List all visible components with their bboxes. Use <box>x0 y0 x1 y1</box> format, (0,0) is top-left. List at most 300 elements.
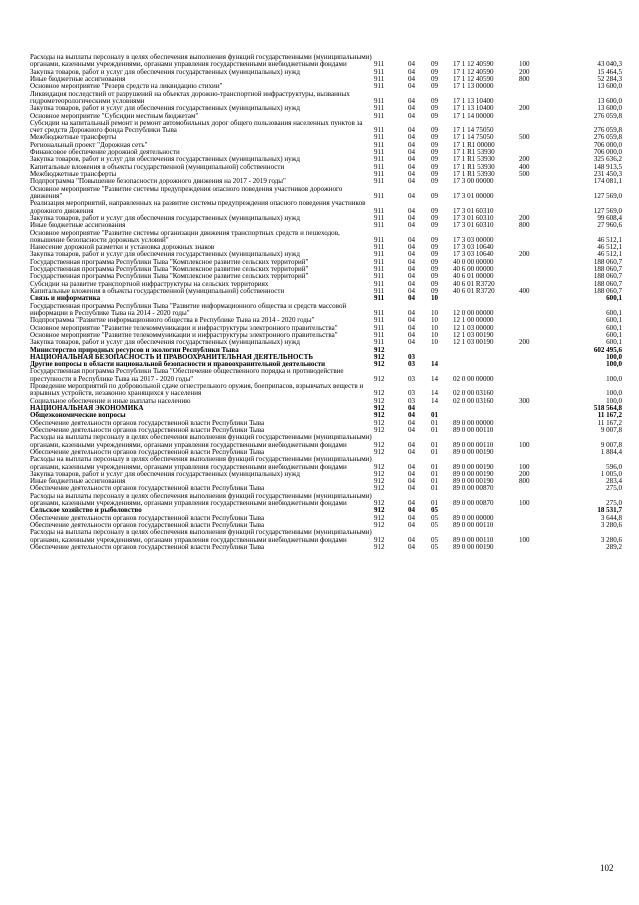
amount: 148 913,5 <box>593 163 622 171</box>
section-code: 04 <box>408 178 416 186</box>
subsection-code: 09 <box>431 273 439 281</box>
amount: 1 005,0 <box>600 470 622 478</box>
subsection-code: 05 <box>431 507 439 515</box>
amount: 188 060,7 <box>593 266 622 274</box>
ministry-code: 911 <box>374 141 385 149</box>
section-code: 04 <box>408 75 416 83</box>
row-name: Социальное обеспечение и иные выплаты населению <box>30 396 191 405</box>
subsection-code: 09 <box>431 60 439 69</box>
subsection-code: 10 <box>431 317 439 325</box>
expense-type-code: 200 <box>519 470 530 478</box>
subsection-code: 10 <box>431 339 439 347</box>
section-code: 04 <box>408 448 416 456</box>
target-article-code: 17 1 R1 53930 <box>453 149 495 157</box>
section-code: 03 <box>408 353 416 361</box>
subsection-code: 10 <box>431 324 439 332</box>
target-article-code: 12 1 03 00190 <box>453 331 494 339</box>
ministry-code: 911 <box>374 105 385 113</box>
table-row <box>30 186 622 201</box>
amount: 188 060,7 <box>593 258 622 266</box>
row-name: Основное мероприятие "Развитие телекоммуникации и инфраструктуры электронного правительства" <box>30 330 338 339</box>
ministry-code: 911 <box>374 273 385 281</box>
ministry-code: 912 <box>374 412 385 420</box>
expense-type-code <box>519 485 551 492</box>
subsection-code: 09 <box>431 214 439 222</box>
subsection-code: 09 <box>431 141 439 149</box>
ministry-code: 911 <box>374 317 385 325</box>
target-article-code: 17 1 12 40590 <box>453 68 494 76</box>
amount: 231 450,3 <box>593 171 622 178</box>
row-name: Расходы на выплаты персоналу в целях обеспечения выполнения функций государственными (муниципальными) органами, казенными учреждениями, органами управления государственными внебюджетными фондами <box>30 53 372 69</box>
subsection-code: 01 <box>431 462 439 471</box>
target-article-code: 89 0 00 00870 <box>453 485 494 493</box>
row-name: Субсидии на капитальный ремонт и ремонт автомобильных дорог общего пользования населенных пунктов за счет средств Дорожного фонда Республики Тыва <box>30 118 363 135</box>
subsection-code: 09 <box>431 191 439 200</box>
section-code: 04 <box>408 412 416 420</box>
target-article-code: 40 6 01 R3720 <box>453 288 495 295</box>
expense-type-code: 100 <box>519 462 530 471</box>
ministry-code: 912 <box>374 426 385 434</box>
expense-type-code: 400 <box>519 288 530 295</box>
ministry-code: 912 <box>374 485 385 493</box>
row-name: Другие вопросы в области национальной безопасности и правоохранительной деятельности <box>30 360 326 369</box>
target-article-code: 17 3 00 00000 <box>453 178 494 186</box>
row-name: Основное мероприятие "Развитие системы организации движения транспортных средств и пешеходов, повышение безопасности дорожных условий" <box>30 228 340 244</box>
row-name: НАЦИОНАЛЬНАЯ ЭКОНОМИКА <box>30 404 144 412</box>
row-name: Закупка товаров, работ и услуг для обеспечения государственных (муниципальных) нужд <box>30 104 300 113</box>
target-article-code: 12 1 03 00190 <box>453 339 494 347</box>
expense-type-code <box>519 273 551 280</box>
amount: 276 059,8 <box>593 134 622 142</box>
ministry-code: 912 <box>374 440 385 449</box>
subsection-code: 05 <box>431 543 439 551</box>
expense-type-code: 500 <box>519 134 530 142</box>
table-row <box>30 164 622 171</box>
row-name: Связь и информатика <box>30 294 101 303</box>
expense-type-code <box>519 120 551 135</box>
target-article-code: 89 0 00 00110 <box>453 440 494 449</box>
subsection-code: 01 <box>431 499 439 508</box>
section-code: 04 <box>408 251 416 259</box>
amount: 99 608,4 <box>597 214 622 222</box>
subsection-code: 01 <box>431 440 439 449</box>
expense-type-code <box>519 405 551 412</box>
section-code: 04 <box>408 295 416 303</box>
table-row <box>30 529 622 544</box>
row-name: Государственная программа Республики Тыва "Обеспечение общественного порядка и противодействие преступности в Республике Тыва на 2017 - 2020 годы" <box>30 367 344 383</box>
ministry-code: 911 <box>374 112 385 120</box>
subsection-code: 09 <box>431 163 439 171</box>
section-code: 04 <box>408 156 416 164</box>
target-article-code: 17 3 01 00000 <box>453 191 494 200</box>
subsection-code: 01 <box>431 485 439 493</box>
subsection-code: 01 <box>431 419 439 427</box>
row-name: Финансовое обеспечение дорожной деятельности <box>30 148 180 157</box>
subsection-code: 14 <box>431 397 439 405</box>
subsection-code: 09 <box>431 288 439 295</box>
row-name: Закупка товаров, работ и услуг для обеспечения государственных (муниципальных) нужд <box>30 469 300 478</box>
section-code: 04 <box>408 288 416 295</box>
ministry-code: 911 <box>374 83 385 91</box>
section-code: 03 <box>408 389 416 398</box>
section-code: 04 <box>408 273 416 281</box>
row-name: Государственная программа Республики Тыва "Развитие информационного общества и средств массовой информации в Республике Тыва на 2014 - 2020 годы" <box>30 301 347 317</box>
amount: 706 000,0 <box>593 149 622 157</box>
row-name: Государственная программа Республики Тыва "Комплексное развитие сельских территорий" <box>30 272 309 281</box>
expense-type-code <box>519 361 551 368</box>
ministry-code: 911 <box>374 222 385 230</box>
ministry-code: 911 <box>374 126 385 135</box>
target-article-code: 17 1 R1 53930 <box>453 163 495 171</box>
subsection-code: 01 <box>431 470 439 478</box>
expense-type-code <box>519 368 551 383</box>
target-article-code <box>453 412 519 419</box>
amount: 100,0 <box>606 353 622 361</box>
expense-type-code: 800 <box>519 478 530 486</box>
target-article-code: 89 0 00 00190 <box>453 470 494 478</box>
section-code: 04 <box>408 96 416 105</box>
row-name: Сельское хозяйство и рыболовство <box>30 506 142 515</box>
ministry-code: 911 <box>374 214 385 222</box>
section-code: 03 <box>408 361 416 369</box>
section-code: 04 <box>408 440 416 449</box>
section-code: 04 <box>408 235 416 244</box>
expense-type-code <box>519 427 551 434</box>
section-code: 04 <box>408 149 416 157</box>
target-article-code: 89 0 00 00870 <box>453 499 494 508</box>
ministry-code: 912 <box>374 419 385 427</box>
target-article-code: 89 0 00 00190 <box>453 448 494 456</box>
ministry-code: 911 <box>374 331 385 339</box>
ministry-code: 911 <box>374 244 385 252</box>
subsection-code: 09 <box>431 149 439 157</box>
target-article-code: 17 1 13 10400 <box>453 96 494 105</box>
section-code: 04 <box>408 543 416 551</box>
row-name: Обеспечение деятельности органов государственной власти Республики Тыва <box>30 418 265 427</box>
subsection-code: 09 <box>431 206 439 215</box>
target-article-code <box>453 354 519 361</box>
ministry-code: 911 <box>374 149 385 157</box>
subsection-code <box>431 405 453 412</box>
target-article-code: 02 0 00 03160 <box>453 389 494 398</box>
ministry-code: 911 <box>374 288 385 295</box>
target-article-code: 17 1 14 75050 <box>453 134 494 142</box>
row-name: НАЦИОНАЛЬНАЯ БЕЗОПАСНОСТЬ И ПРАВООХРАНИТЕЛЬНАЯ ДЕЯТЕЛЬНОСТЬ <box>30 352 313 361</box>
subsection-code <box>431 347 453 354</box>
ministry-code: 912 <box>374 374 385 383</box>
section-code: 04 <box>408 405 416 412</box>
budget-document <box>30 54 622 551</box>
amount: 13 600,0 <box>597 83 622 91</box>
expense-type-code: 200 <box>519 105 530 113</box>
expense-type-code: 100 <box>519 440 530 449</box>
subsection-code: 09 <box>431 280 439 288</box>
expense-type-code <box>519 244 551 251</box>
target-article-code: 17 1 R1 53930 <box>453 171 495 178</box>
subsection-code: 14 <box>431 361 439 369</box>
table-row <box>30 383 622 398</box>
row-name: Государственная программа Республики Тыва "Комплексное развитие сельских территорий" <box>30 265 309 274</box>
section-code: 04 <box>408 83 416 91</box>
expense-type-code: 300 <box>519 397 530 405</box>
target-article-code: 12 1 00 00000 <box>453 317 494 325</box>
target-article-code: 17 1 R1 53930 <box>453 156 495 164</box>
ministry-code: 912 <box>374 389 385 398</box>
amount: 600,1 <box>606 308 622 317</box>
section-code: 04 <box>408 535 416 544</box>
amount: 46 512,1 <box>597 244 622 252</box>
target-article-code: 17 1 12 40590 <box>453 75 494 83</box>
ministry-code: 911 <box>374 339 385 347</box>
expense-type-code: 400 <box>519 163 530 171</box>
expense-type-code: 100 <box>519 499 530 508</box>
subsection-code: 10 <box>431 308 439 317</box>
ministry-code: 911 <box>374 75 385 83</box>
amount: 27 960,6 <box>597 222 622 230</box>
amount: 276 059,8 <box>593 126 622 135</box>
ministry-code: 912 <box>374 346 385 354</box>
target-article-code: 17 3 03 10640 <box>453 251 494 259</box>
amount: 600,1 <box>606 339 622 347</box>
expense-type-code <box>519 142 551 149</box>
expense-type-code <box>519 317 551 324</box>
row-name: Иные бюджетные ассигнования <box>30 74 126 83</box>
section-code: 04 <box>408 126 416 135</box>
amount: 174 081,1 <box>593 178 622 186</box>
ministry-code: 911 <box>374 324 385 332</box>
section-code: 04 <box>408 266 416 274</box>
row-name: Нанесение дорожной разметки и установка дорожных знаков <box>30 243 215 252</box>
expense-type-code <box>519 83 551 90</box>
amount: 596,0 <box>606 462 622 471</box>
target-article-code: 02 0 00 00000 <box>453 374 494 383</box>
ministry-code: 912 <box>374 478 385 486</box>
ministry-code: 912 <box>374 499 385 508</box>
row-name: Общеэкономические вопросы <box>30 411 126 420</box>
ministry-code: 912 <box>374 397 385 405</box>
target-article-code: 17 1 R1 00000 <box>453 141 495 149</box>
section-code: 04 <box>408 485 416 493</box>
subsection-code: 09 <box>431 258 439 266</box>
section-code: 04 <box>408 112 416 120</box>
row-name: Иные бюджетные ассигнования <box>30 477 126 486</box>
row-name: Субсидии на развитие транспортной инфраструктуры на сельских территориях <box>30 279 269 288</box>
row-name: Межбюджетные трансферты <box>30 133 117 142</box>
target-article-code: 89 0 00 00000 <box>453 514 494 522</box>
ministry-code: 912 <box>374 361 385 369</box>
amount: 18 531,7 <box>597 507 622 515</box>
section-code: 04 <box>408 507 416 515</box>
amount: 127 569,0 <box>593 191 622 200</box>
expense-type-code <box>519 325 551 332</box>
subsection-code: 09 <box>431 251 439 259</box>
subsection-code: 09 <box>431 222 439 230</box>
row-name: Расходы на выплаты персоналу в целях обеспечения выполнения функций государственными (муниципальными) органами, казенными учреждениями, органами управления государственными внебюджетными фондами <box>30 528 372 544</box>
subsection-code: 09 <box>431 156 439 164</box>
table-row <box>30 288 622 295</box>
ministry-code: 911 <box>374 60 385 69</box>
amount: 600,1 <box>606 324 622 332</box>
target-article-code <box>453 295 519 302</box>
table-row <box>30 368 622 383</box>
target-article-code <box>453 347 519 354</box>
expense-type-code <box>519 113 551 120</box>
ministry-code: 911 <box>374 68 385 76</box>
ministry-code: 912 <box>374 470 385 478</box>
expense-type-code <box>519 515 551 522</box>
ministry-code: 911 <box>374 235 385 244</box>
target-article-code: 17 1 12 40590 <box>453 60 494 69</box>
table-row <box>30 54 622 69</box>
expense-type-code <box>519 259 551 266</box>
table-row <box>30 303 622 318</box>
expense-type-code <box>519 383 551 398</box>
amount: 602 495,6 <box>593 346 622 354</box>
row-name: Обеспечение деятельности органов государственной власти Республики Тыва <box>30 425 265 434</box>
amount: 127 569,0 <box>593 206 622 215</box>
row-name: Реализация мероприятий, направленных на развитие системы предупреждения опасного поведения участников дорожного движения <box>30 199 366 215</box>
ministry-code: 911 <box>374 156 385 164</box>
expense-type-code: 200 <box>519 339 530 347</box>
ministry-code: 911 <box>374 163 385 171</box>
row-name: Расходы на выплаты персоналу в целях обеспечения выполнения функций государственными (муниципальными) органами, казенными учреждениями, органами управления государственными внебюджетными фондами <box>30 433 372 449</box>
expense-type-code <box>519 507 551 514</box>
ministry-code: 912 <box>374 353 385 361</box>
expense-type-code: 200 <box>519 251 530 259</box>
expense-type-code <box>519 230 551 245</box>
row-name: Закупка товаров, работ и услуг для обеспечения государственных (муниципальных) нужд <box>30 155 300 164</box>
expense-type-code <box>519 544 551 551</box>
target-article-code <box>453 507 519 514</box>
amount: 52 284,3 <box>597 75 622 83</box>
section-code: 04 <box>408 514 416 522</box>
row-name: Подпрограмма "Развитие информационного общества в Республике Тыва на 2014 - 2020 годы" <box>30 316 315 325</box>
subsection-code: 05 <box>431 535 439 544</box>
section-code: 04 <box>408 280 416 288</box>
section-code: 04 <box>408 339 416 347</box>
subsection-code: 09 <box>431 96 439 105</box>
expense-type-code <box>519 200 551 215</box>
target-article-code: 17 1 13 10400 <box>453 105 494 113</box>
amount: 276 059,8 <box>593 112 622 120</box>
row-name: Подпрограмма "Повышение безопасности дорожного движения на 2017 - 2019 годы" <box>30 177 286 186</box>
ministry-code: 911 <box>374 171 385 178</box>
table-row <box>30 456 622 471</box>
expense-type-code <box>519 412 551 419</box>
expense-type-code: 800 <box>519 75 530 83</box>
amount: 43 040,3 <box>597 60 622 69</box>
amount: 3 280,6 <box>600 522 622 529</box>
amount: 188 060,7 <box>593 273 622 281</box>
ministry-code: 911 <box>374 178 385 186</box>
section-code: 04 <box>408 324 416 332</box>
amount: 518 564,8 <box>593 405 622 412</box>
ministry-code: 912 <box>374 535 385 544</box>
row-name: Капитальные вложения в объекты государственной (муниципальной) собственности <box>30 162 285 171</box>
budget-rows <box>30 54 622 551</box>
row-name: Обеспечение деятельности органов государственной власти Республики Тыва <box>30 484 265 493</box>
amount: 325 636,2 <box>593 156 622 164</box>
amount: 3 644,8 <box>600 514 622 522</box>
expense-type-code <box>519 303 551 318</box>
expense-type-code <box>519 178 551 185</box>
target-article-code: 89 0 00 00190 <box>453 543 494 551</box>
amount: 188 060,7 <box>593 288 622 295</box>
expense-type-code <box>519 295 551 302</box>
amount: 275,0 <box>606 499 622 508</box>
amount: 600,1 <box>606 317 622 325</box>
ministry-code: 911 <box>374 258 385 266</box>
target-article-code: 17 1 13 00000 <box>453 83 494 91</box>
table-row <box>30 230 622 245</box>
subsection-code: 09 <box>431 171 439 178</box>
amount: 1 884,4 <box>600 448 622 456</box>
subsection-code: 09 <box>431 244 439 252</box>
ministry-code: 912 <box>374 543 385 551</box>
expense-type-code: 200 <box>519 68 530 76</box>
section-code: 03 <box>408 374 416 383</box>
target-article-code: 89 0 00 00190 <box>453 462 494 471</box>
expense-type-code <box>519 347 551 354</box>
ministry-code: 911 <box>374 206 385 215</box>
subsection-code: 01 <box>431 448 439 456</box>
ministry-code: 911 <box>374 191 385 200</box>
target-article-code <box>453 361 519 368</box>
subsection-code: 09 <box>431 68 439 76</box>
target-article-code: 40 0 00 00000 <box>453 258 494 266</box>
amount: 100,0 <box>606 374 622 383</box>
row-name: Проведение мероприятий по добровольной сдаче огнестрельного оружия, боеприпасов, взрывчатых веществ и взрывных устройств, незаконно хранящихся у населения <box>30 382 364 398</box>
table-row <box>30 120 622 135</box>
subsection-code: 09 <box>431 235 439 244</box>
section-code: 04 <box>408 222 416 230</box>
row-name: Иные бюджетные ассигнования <box>30 221 126 230</box>
ministry-code: 911 <box>374 295 385 303</box>
section-code: 03 <box>408 397 416 405</box>
target-article-code <box>453 405 519 412</box>
row-name: Региональный проект "Дорожная сеть" <box>30 140 148 149</box>
section-code: 04 <box>408 478 416 486</box>
target-article-code: 40 6 00 00000 <box>453 266 494 274</box>
amount: 15 464,5 <box>597 68 622 76</box>
expense-type-code <box>519 186 551 201</box>
row-name: Закупка товаров, работ и услуг для обеспечения государственных (муниципальных) нужд <box>30 250 300 259</box>
subsection-code: 10 <box>431 331 439 339</box>
subsection-code: 10 <box>431 295 439 303</box>
amount: 289,2 <box>606 543 622 551</box>
ministry-code: 912 <box>374 405 385 412</box>
target-article-code: 17 3 01 60310 <box>453 214 494 222</box>
amount: 706 000,0 <box>593 141 622 149</box>
table-row <box>30 434 622 449</box>
target-article-code: 17 3 03 00000 <box>453 235 494 244</box>
amount: 100,0 <box>606 397 622 405</box>
expense-type-code <box>519 91 551 106</box>
subsection-code: 09 <box>431 83 439 91</box>
expense-type-code <box>519 281 551 288</box>
section-code: 04 <box>408 206 416 215</box>
ministry-code: 912 <box>374 514 385 522</box>
expense-type-code: 200 <box>519 214 530 222</box>
row-name: Основное мероприятие "Резерв средств на ликвидацию стихии" <box>30 82 223 91</box>
row-name: Обеспечение деятельности органов государственной власти Республики Тыва <box>30 521 265 529</box>
amount: 283,4 <box>606 478 622 486</box>
row-name: Министерство природных ресурсов и экологии Республики Тыва <box>30 345 239 354</box>
amount: 188 060,7 <box>593 280 622 288</box>
section-code: 04 <box>408 470 416 478</box>
target-article-code: 89 0 00 00110 <box>453 522 494 529</box>
section-code: 04 <box>408 163 416 171</box>
